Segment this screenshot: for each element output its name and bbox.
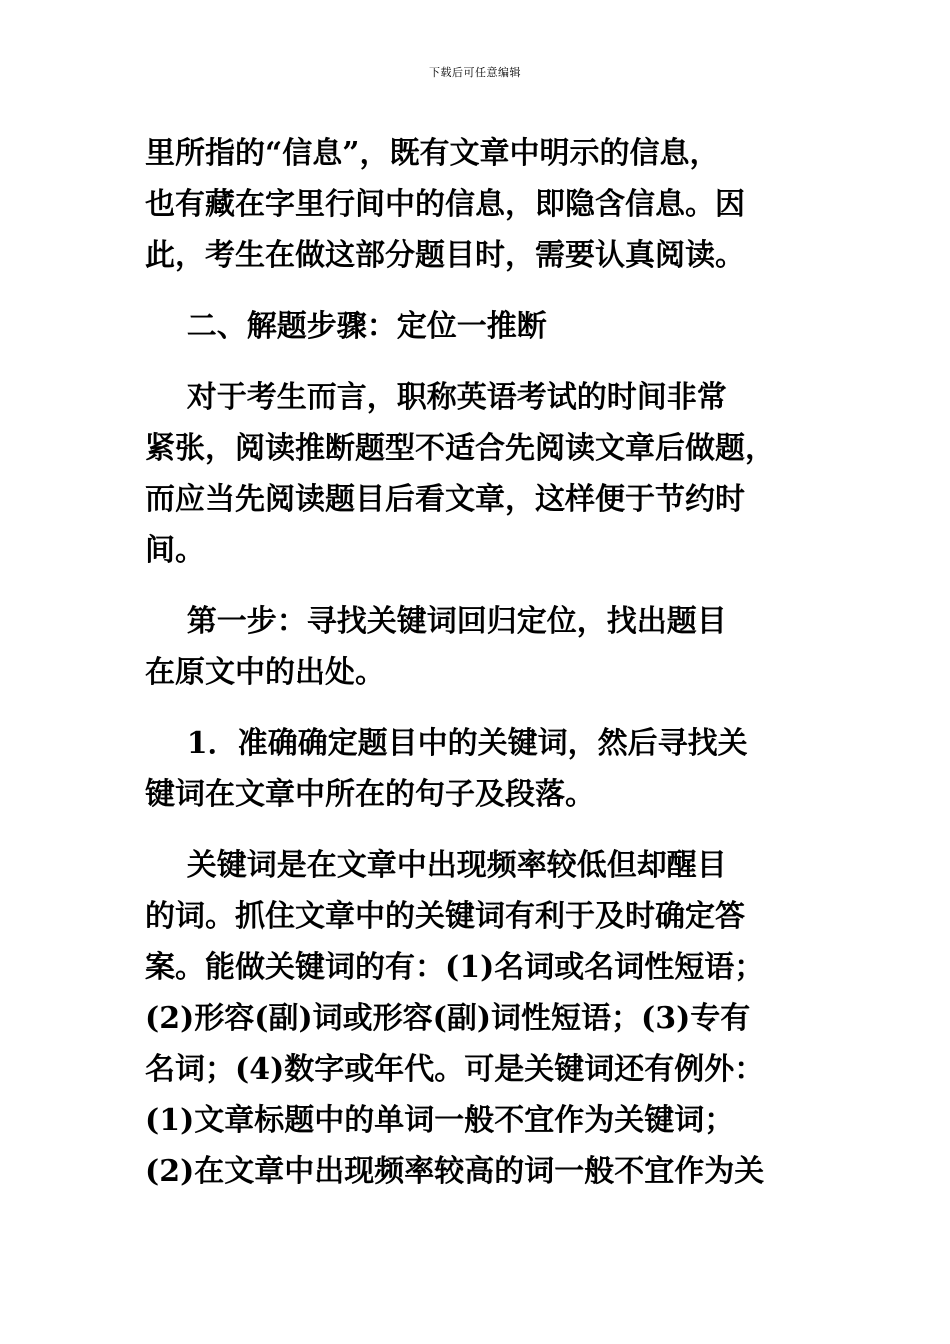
paragraph-info-intro: 里所指的“信息”，既有文章中明示的信息， 也有藏在字里行间中的信息，即隐含信息。因 此，考生在做这部分题目时，需要认真阅读。 [145, 136, 745, 273]
paragraph-exam-time: 对于考生而言，职称英语考试的时间非常 紧张，阅读推断题型不适合先阅读文章后做题， 而应当先阅读题目后看文章，这样便于节约时 间。 [145, 380, 775, 568]
paragraph-gap [145, 820, 810, 840]
paragraph-gap [145, 281, 810, 301]
document-body [145, 128, 810, 1197]
paragraph-gap [145, 576, 810, 596]
page-header-note: 下载后可任意编辑 [429, 66, 521, 79]
section-heading-steps: 二、解题步骤：定位一推断 [145, 309, 547, 344]
paragraph-gap [145, 352, 810, 372]
paragraph-step-one: 第一步：寻找关键词回归定位，找出题目 在原文中的出处。 [145, 604, 727, 690]
paragraph-gap [145, 698, 810, 718]
paragraph-keywords: 关键词是在文章中出现频率较低但却醒目 的词。抓住文章中的关键词有利于及时确定答 案。能做关键词的有：(1)名词或名词性短语； (2)形容(副)词或形容(副)词性短语；(3)专有 名词；(4)数字或年代。可是关键词还有例外： (1)文章标题中的单词一般不宜作为关键词； (2)在文章中出现频率较高的词一般不宜作为关 [145, 848, 765, 1189]
paragraph-item-one: 1．准确确定题目中的关键词，然后寻找关 键词在文章中所在的句子及段落。 [145, 726, 748, 812]
